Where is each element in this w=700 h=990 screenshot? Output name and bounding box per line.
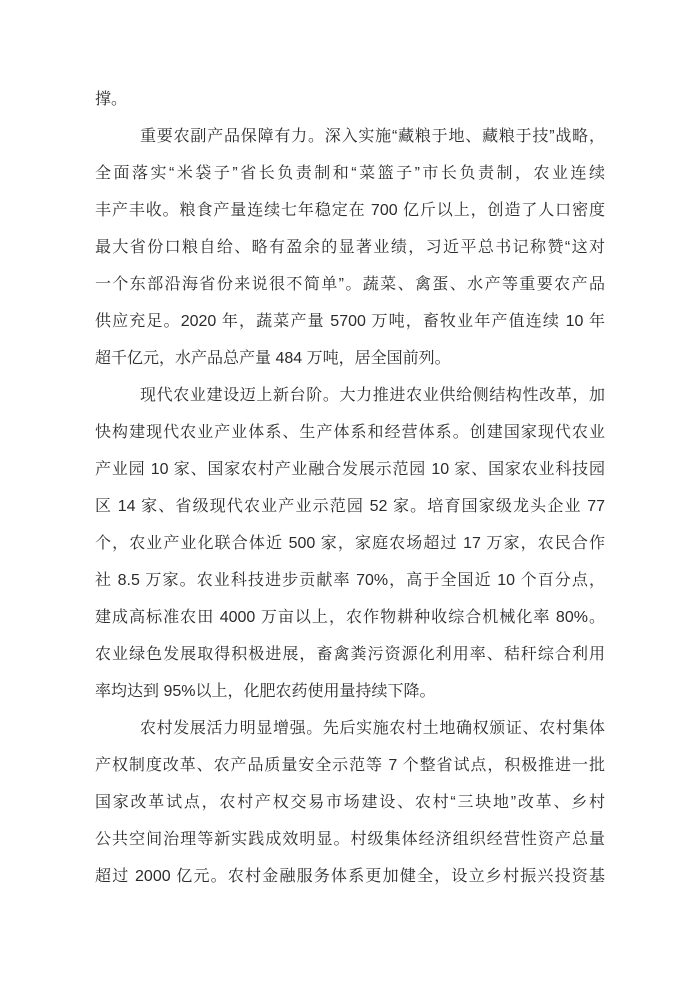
text-line: 重要农副产品保障有力。深入实施“藏粮于地、藏粮于技”战略， xyxy=(140,128,605,145)
text-line: 现代农业建设迈上新台阶。大力推进农业供给侧结构性改革，加 xyxy=(140,387,605,404)
text-line: 快构建现代农业产业体系、生产体系和经营体系。创建国家现代农业 xyxy=(95,424,605,441)
text-line: 一个东部沿海省份来说很不简单”。蔬菜、禽蛋、水产等重要农产品 xyxy=(95,276,605,293)
text-line: 区 14 家、省级现代农业产业示范园 52 家。培育国家级龙头企业 77 xyxy=(95,498,605,515)
text-line: 个，农业产业化联合体近 500 家，家庭农场超过 17 万家，农民合作 xyxy=(95,535,605,552)
text-line: 超千亿元，水产品总产量 484 万吨，居全国前列。 xyxy=(95,350,451,367)
text-line: 产业园 10 家、国家农村产业融合发展示范园 10 家、国家农业科技园 xyxy=(95,461,605,478)
text-line: 全面落实“米袋子”省长负责制和“菜篮子”市长负责制，农业连续 xyxy=(95,165,605,182)
text-line: 农业绿色发展取得积极进展，畜禽粪污资源化利用率、秸秆综合利用 xyxy=(95,646,605,663)
text-line: 产权制度改革、农产品质量安全示范等 7 个整省试点，积极推进一批 xyxy=(95,757,605,774)
text-line: 公共空间治理等新实践成效明显。村级集体经济组织经营性资产总量 xyxy=(95,831,605,848)
text-line: 建成高标准农田 4000 万亩以上，农作物耕种收综合机械化率 80%。 xyxy=(95,609,605,626)
text-line: 撑。 xyxy=(95,91,128,108)
paragraph xyxy=(95,81,605,118)
text-line: 超过 2000 亿元。农村金融服务体系更加健全，设立乡村振兴投资基 xyxy=(95,868,605,885)
text-line: 社 8.5 万家。农业科技进步贡献率 70%，高于全国近 10 个百分点， xyxy=(95,572,605,589)
paragraph xyxy=(95,118,605,377)
paragraph xyxy=(95,710,605,895)
text-line: 供应充足。2020 年，蔬菜产量 5700 万吨，畜牧业年产值连续 10 年 xyxy=(95,313,605,330)
paragraph xyxy=(95,377,605,710)
text-line: 率均达到 95%以上，化肥农药使用量持续下降。 xyxy=(95,683,436,700)
text-line: 农村发展活力明显增强。先后实施农村土地确权颁证、农村集体 xyxy=(140,720,605,737)
text-line: 最大省份口粮自给、略有盈余的显著业绩，习近平总书记称赞“这对 xyxy=(95,239,605,256)
document-text-block xyxy=(95,81,605,895)
text-line: 国家改革试点，农村产权交易市场建设、农村“三块地”改革、乡村 xyxy=(95,794,605,811)
text-line: 丰产丰收。粮食产量连续七年稳定在 700 亿斤以上，创造了人口密度 xyxy=(95,202,605,219)
